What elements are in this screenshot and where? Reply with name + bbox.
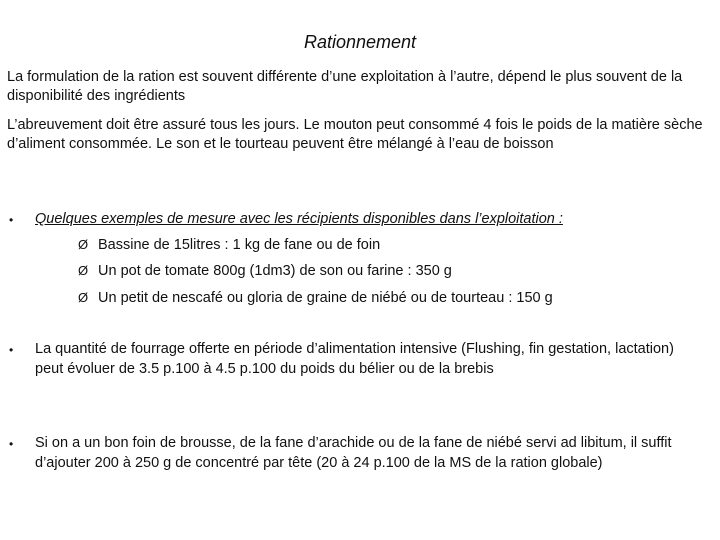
arrow-bullet-icon: Ø — [78, 263, 89, 278]
bullet-dot: • — [9, 437, 14, 451]
arrow-bullet-icon: Ø — [78, 237, 89, 252]
subitem-text: Un petit de nescafé ou gloria de graine de niébé ou de tourteau : 150 g — [98, 290, 553, 306]
paragraph-abreuvement: L’abreuvement doit être assuré tous les jours. Le mouton peut consommé 4 fois le poids de la matière sèche d’aliment consommée. Le son et le tourteau peuvent être mélangé à l’eau de boisson — [7, 117, 703, 152]
bullet-fourrage: La quantité de fourrage offerte en période d’alimentation intensive (Flushing, fin gestation, lactation) peut évoluer de 3.5 p.100 à 4.5 p.100 du poids du bélier ou de la brebis — [35, 341, 674, 377]
page-title: Rationnement — [303, 32, 417, 52]
bullet-dot: • — [9, 213, 14, 227]
arrow-bullet-icon: Ø — [78, 290, 89, 305]
subitem-nescafe — [78, 288, 553, 308]
bullet-dot: • — [9, 343, 14, 357]
bullet-foin-brousse: Si on a un bon foin de brousse, de la fane d’arachide ou de la fane de niébé servi ad libitum, il suffit d’ajouter 200 à 250 g de concentré par tête (20 à 24 p.100 de la MS de la ration globale) — [35, 435, 672, 471]
subitem-bassine — [78, 235, 380, 255]
paragraph-formulation: La formulation de la ration est souvent différente d’une exploitation à l’autre, dépend le plus souvent de la disponibilité des ingrédients — [7, 69, 683, 104]
subitem-pot-tomate — [78, 261, 452, 281]
subitem-text: Bassine de 15litres : 1 kg de fane ou de foin — [98, 237, 381, 253]
bullet-mesure-heading: Quelques exemples de mesure avec les récipients disponibles dans l’exploitation : — [35, 211, 563, 227]
subitem-text: Un pot de tomate 800g (1dm3) de son ou farine : 350 g — [98, 263, 452, 279]
